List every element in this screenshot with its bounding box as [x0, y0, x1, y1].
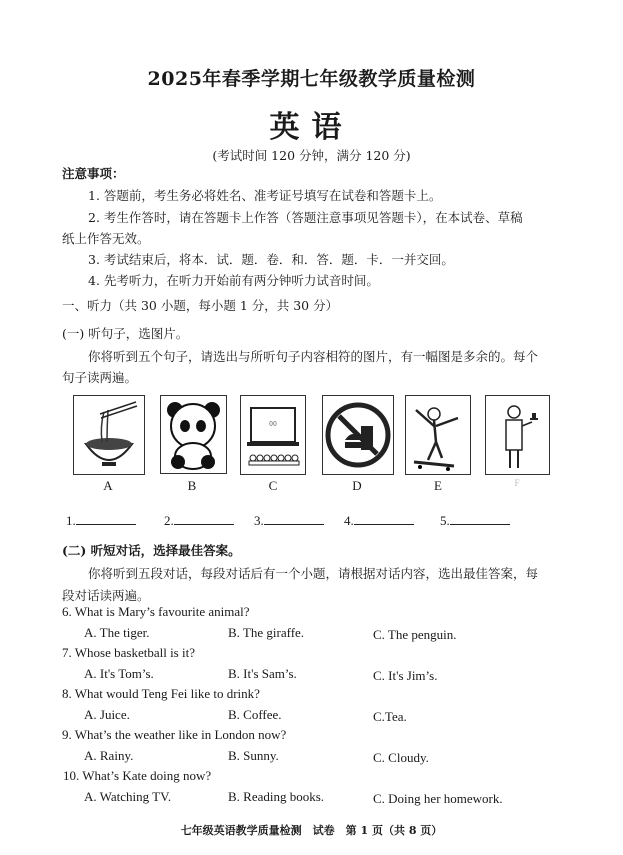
picture-label: C — [268, 478, 278, 493]
notes-heading: 注意事项： — [62, 166, 125, 181]
answer-option[interactable]: A. The tiger. — [84, 625, 150, 640]
answer-option[interactable]: A. Watching TV. — [84, 789, 172, 804]
answer-option[interactable]: C. Doing her homework. — [373, 791, 503, 806]
answer-option[interactable]: A. Juice. — [84, 707, 130, 722]
note-item: 4. 先考听力，在听力开始前有两分钟听力试音时间。 — [88, 273, 379, 288]
answer-option[interactable]: C.Tea. — [373, 709, 407, 724]
answer-option[interactable]: A. Rainy. — [84, 748, 134, 763]
blank-number: 1. — [66, 513, 76, 528]
answer-blank[interactable] — [440, 512, 510, 529]
question-text: 6. What is Mary’s favourite animal? — [62, 604, 250, 619]
answer-option[interactable]: C. Cloudy. — [373, 750, 429, 765]
blank-number: 3. — [254, 513, 264, 528]
picture-waitress — [485, 395, 550, 475]
answer-option[interactable]: B. Reading books. — [228, 789, 325, 804]
picture-label: F — [514, 478, 520, 488]
answer-blank[interactable] — [66, 512, 136, 529]
note-item: 2. 考生作答时，请在答题卡上作答（答题注意事项见答题卡），在本试卷、草稿 — [88, 210, 523, 225]
answer-option[interactable]: A. It's Tom’s. — [84, 666, 154, 681]
answer-blank[interactable] — [254, 512, 324, 529]
answer-option[interactable]: B. It's Sam’s. — [228, 666, 297, 681]
answer-blank[interactable] — [344, 512, 414, 529]
note-item: 3. 考试结束后，将本．试．题．卷．和．答．题．卡．一并交回。 — [88, 252, 454, 267]
picture-skateboarding — [405, 395, 471, 475]
instructions: 你将听到五段对话，每段对话后有一个小题，请根据对话内容，选出最佳答案，每 — [88, 566, 539, 581]
note-item: 纸上作答无效。 — [62, 231, 150, 246]
picture-label: E — [434, 478, 442, 493]
answer-blank[interactable] — [164, 512, 234, 529]
answer-option[interactable]: C. The penguin. — [373, 627, 457, 642]
blank-number: 5. — [440, 513, 450, 528]
subject-title: 英语 — [269, 110, 354, 145]
page-footer: 七年级英语教学质量检测 试卷 第 1 页（共 8 页） — [180, 824, 443, 837]
question-text: 7. Whose basketball is it? — [62, 645, 195, 660]
exam-title: 2025年春季学期七年级教学质量检测 — [147, 68, 476, 90]
picture-cinema — [240, 395, 306, 475]
instructions: 段对话读两遍。 — [62, 588, 150, 603]
answer-option[interactable]: B. The giraffe. — [228, 625, 305, 640]
picture-label: A — [103, 478, 113, 493]
answer-option[interactable]: B. Sunny. — [228, 748, 279, 763]
picture-label: D — [352, 478, 362, 493]
question-text: 10. What’s Kate doing now? — [63, 768, 212, 783]
instructions: 句子读两遍。 — [62, 370, 138, 385]
part-heading: (一) 听句子，选图片。 — [62, 326, 189, 341]
part-heading: (二) 听短对话，选择最佳答案。 — [62, 543, 241, 558]
picture-panda — [160, 395, 227, 474]
question-text: 9. What’s the weather like in London now? — [62, 727, 287, 742]
picture-noodles — [73, 395, 145, 475]
blank-number: 4. — [344, 513, 354, 528]
question-text: 8. What would Teng Fei like to drink? — [62, 686, 260, 701]
note-item: 1. 答题前，考生务必将姓名、准考证号填写在试卷和答题卡上。 — [88, 188, 442, 203]
blank-number: 2. — [164, 513, 174, 528]
svg-text:00: 00 — [269, 421, 277, 428]
answer-option[interactable]: B. Coffee. — [228, 707, 282, 722]
picture-label: B — [187, 478, 197, 493]
picture-no-fast-food — [322, 395, 394, 475]
answer-option[interactable]: C. It's Jim’s. — [373, 668, 438, 683]
instructions: 你将听到五个句子，请选出与所听句子内容相符的图片，有一幅图是多余的。每个 — [88, 349, 539, 364]
section-heading: 一、听力（共 30 小题，每小题 1 分，共 30 分） — [62, 298, 339, 313]
exam-info: (考试时间 120 分钟，满分 120 分) — [212, 148, 411, 163]
